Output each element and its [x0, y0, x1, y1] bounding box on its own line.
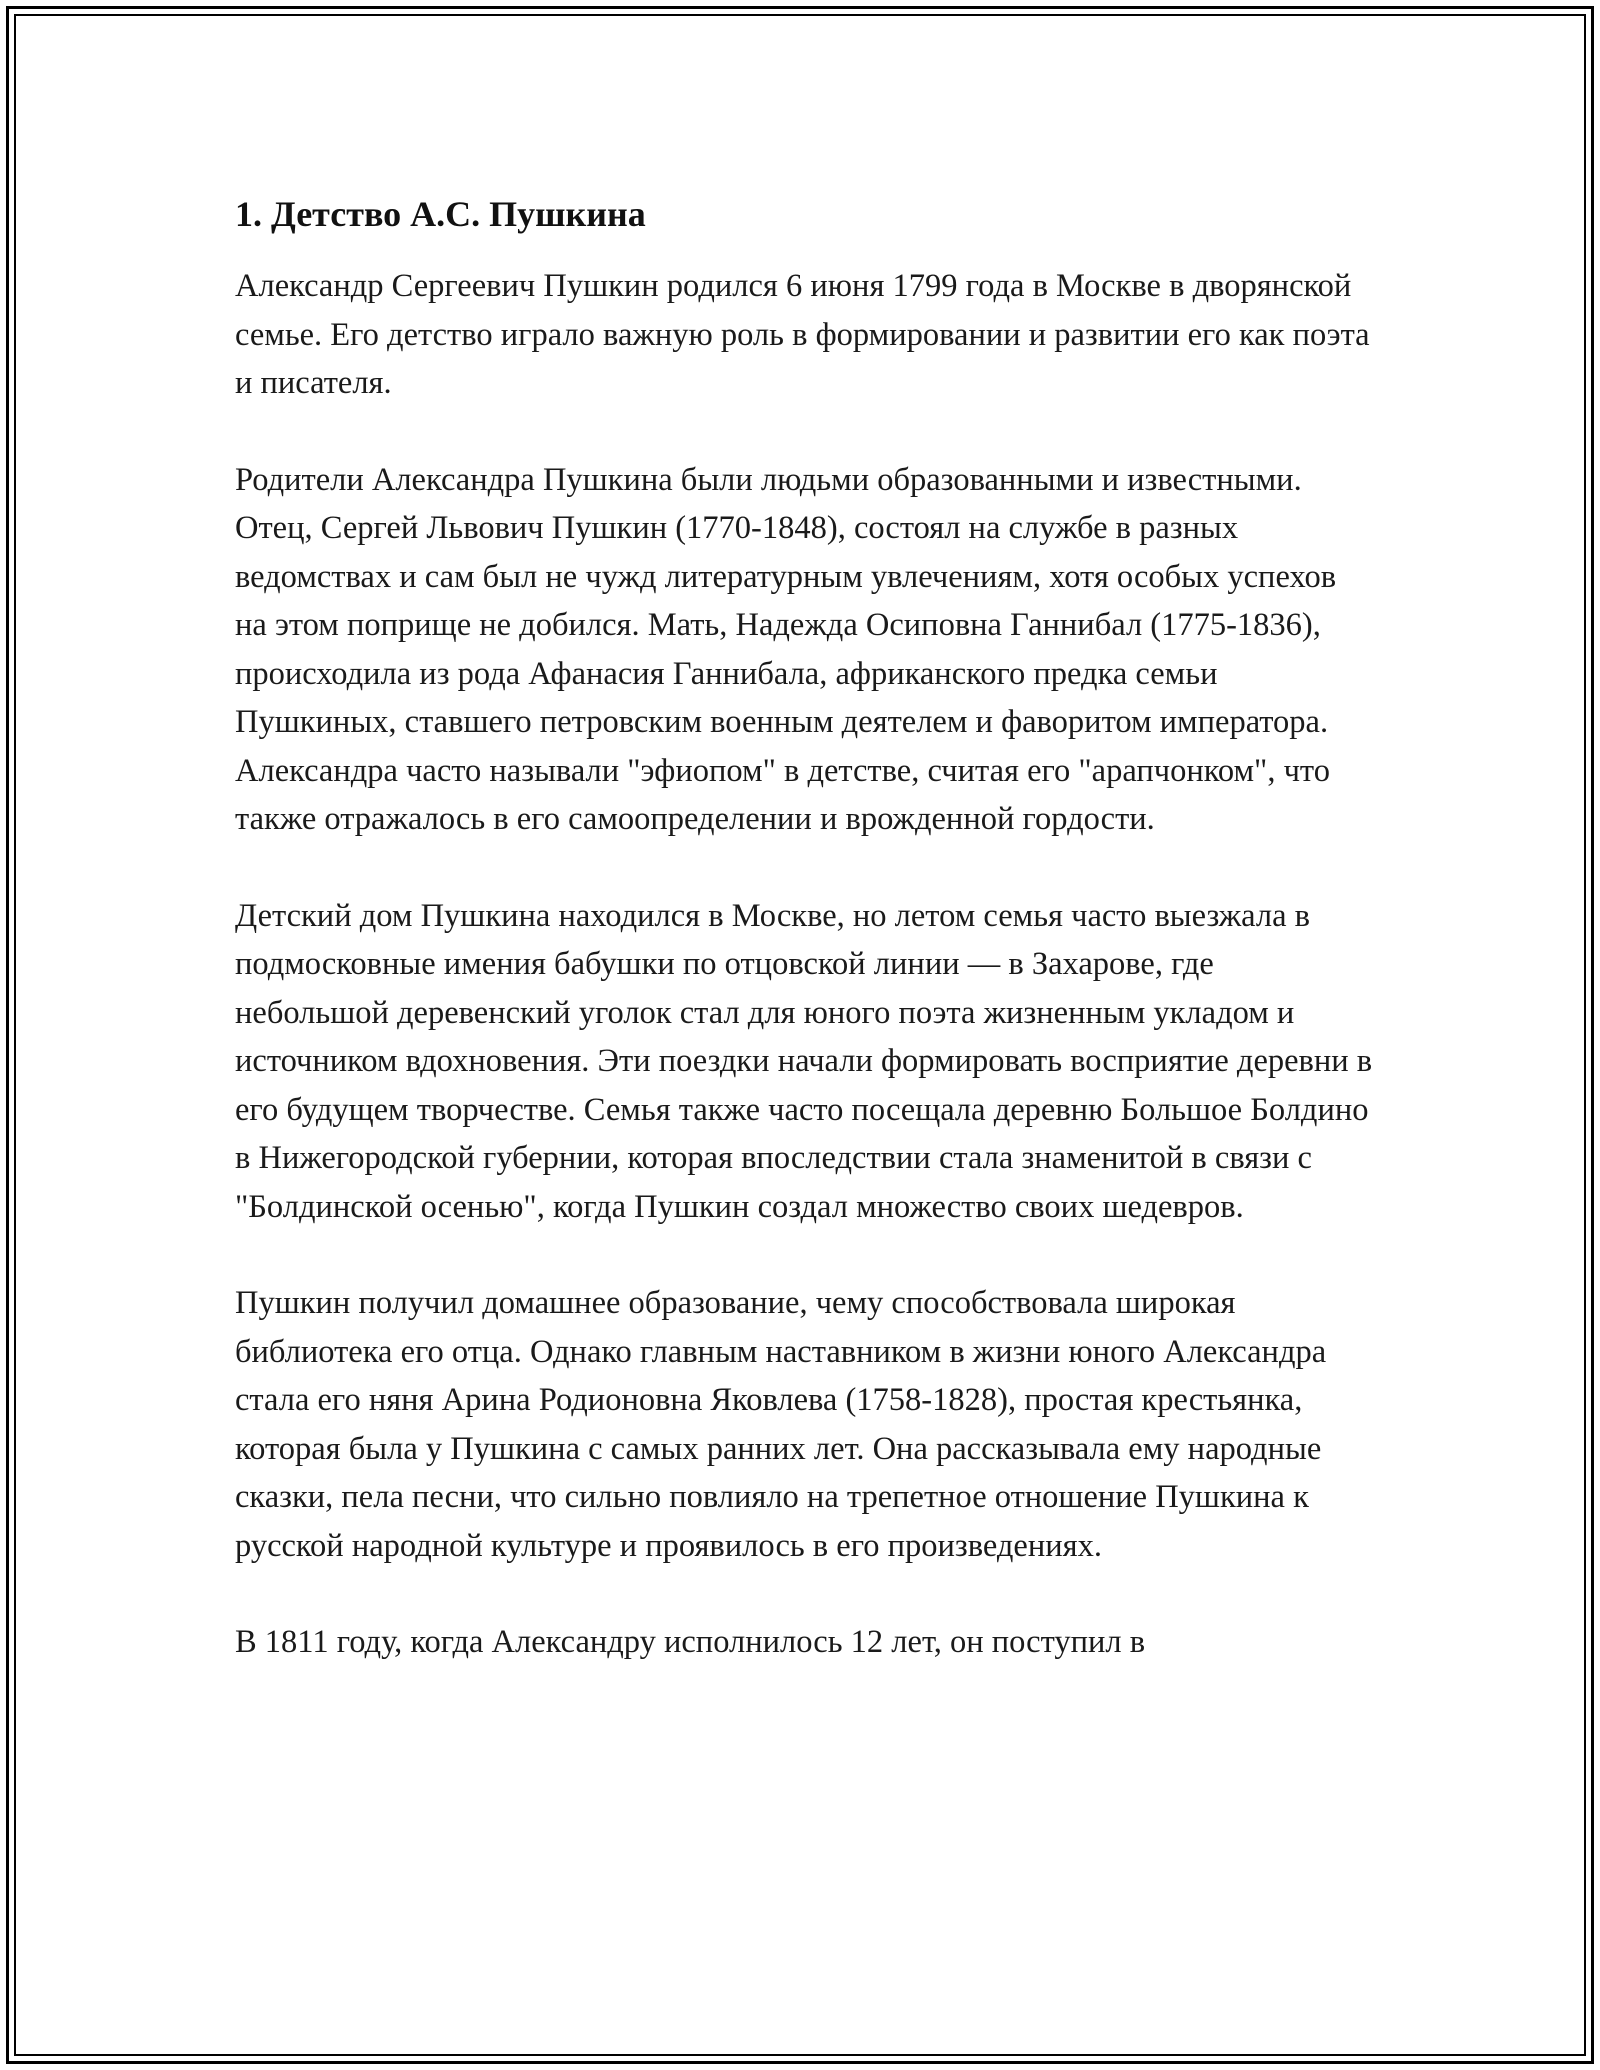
- paragraph-education: Пушкин получил домашнее образование, чему способствовала широкая библиотека его отца. Однако главным наставником в жизни юного Александра стала его няня Арина Родионовна Яковлева (1758-1828), простая крестьянка, которая была у Пушкина с самых ранних лет. Она рассказывала ему народные сказки, пела песни, что сильно повлияло на трепетное отношение Пушкина к русской народной культуре и проявилось в его произведениях.: [235, 1285, 1327, 1564]
- section-heading: 1. Детство А.С. Пушкина: [235, 194, 646, 234]
- paragraph-lyceum: В 1811 году, когда Александру исполнилось 12 лет, он поступил в: [235, 1624, 1146, 1660]
- paragraph-parents: Родители Александра Пушкина были людьми образованными и известными. Отец, Сергей Львович Пушкин (1770-1848), состоял на службе в разных ведомствах и сам был не чужд литературным увлечениям, хотя особых успехов на этом поприще не добился. Мать, Надежда Осиповна Ганнибал (1775-1836), происходила из рода Афанасия Ганнибала, африканского предка семьи Пушкиных, ставшего петровским военным деятелем и фаворитом императора. Александра часто называли "эфиопом" в детстве, считая его "арапчонком", что также отражалось в его самоопределении и врожденной гордости.: [235, 461, 1337, 837]
- paragraph-birth: Александр Сергеевич Пушкин родился 6 июня 1799 года в Москве в дворянской семье. Его детство играло важную роль в формировании и развитии его как поэта и писателя.: [235, 268, 1370, 401]
- paragraph-childhood-home: Детский дом Пушкина находился в Москве, но летом семья часто выезжала в подмосковные имения бабушки по отцовской линии — в Захарове, где небольшой деревенский уголок стал для юного поэта жизненным укладом и источником вдохновения. Эти поездки начали формировать восприятие деревни в его будущем творчестве. Семья также часто посещала деревню Большое Болдино в Нижегородской губернии, которая впоследствии стала знаменитой в связи с "Болдинской осенью", когда Пушкин создал множество своих шедевров.: [235, 897, 1373, 1225]
- document-body: [235, 186, 1375, 1715]
